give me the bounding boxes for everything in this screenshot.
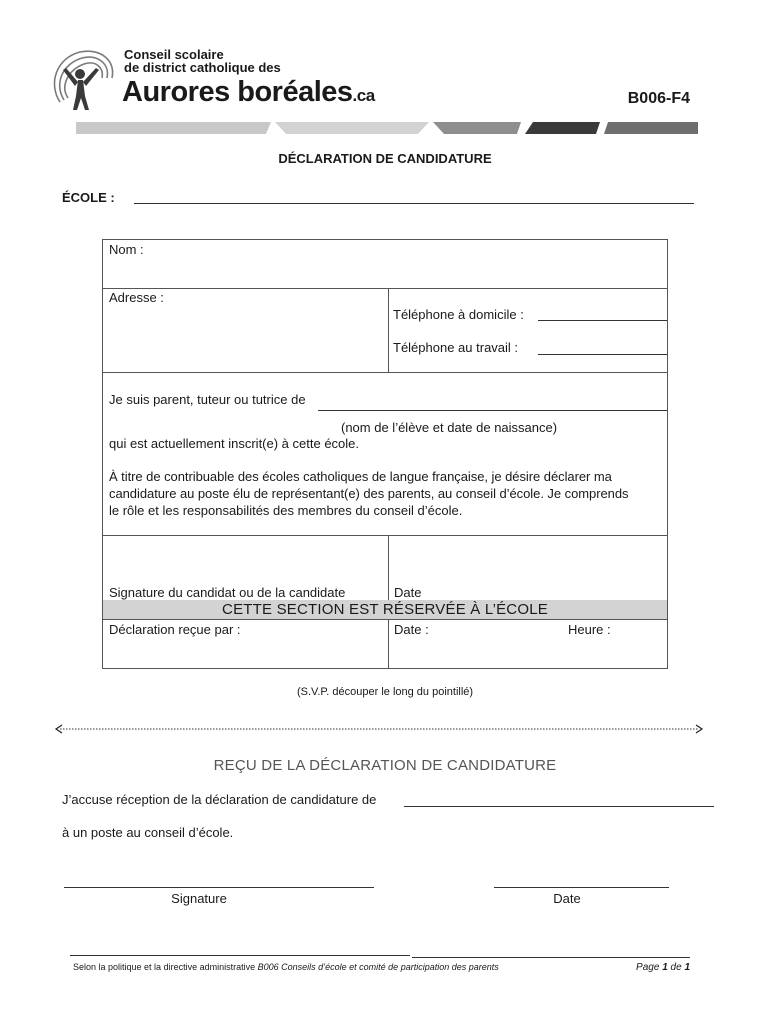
receipt-date-label: Date xyxy=(553,891,581,906)
footer-policy xyxy=(73,962,499,972)
candidate-signature-field[interactable] xyxy=(103,536,387,584)
receipt-signature-label: Signature xyxy=(171,891,227,906)
enrolled-text: qui est actuellement inscrit(e) à cette école. xyxy=(109,436,360,451)
name-label: Nom : xyxy=(109,242,144,257)
header-stripe-divider xyxy=(76,121,698,133)
address-field[interactable] xyxy=(103,306,387,370)
cut-instruction: (S.V.P. découper le long du pointillé) xyxy=(296,686,474,698)
form-row-divider xyxy=(102,372,668,373)
received-by-field[interactable] xyxy=(103,638,387,668)
footer-rule-right xyxy=(412,957,690,958)
organization-name xyxy=(122,76,375,112)
school-input-line[interactable] xyxy=(134,203,694,204)
parent-of-label: Je suis parent, tuteur ou tutrice de xyxy=(109,392,306,407)
footer-rule-left xyxy=(70,955,410,956)
organization-name-line2: de district catholique des xyxy=(124,60,281,75)
organization-name-main: Aurores boréales xyxy=(122,76,353,108)
document-code: B006-F4 xyxy=(627,90,690,107)
receipt-date-field[interactable] xyxy=(494,887,669,888)
form-column-divider xyxy=(388,288,389,372)
declaration-line-3: le rôle et les responsabilités des membres du conseil d’école. xyxy=(109,503,463,518)
page-prefix: Page xyxy=(636,962,663,973)
page-current: 1 xyxy=(662,962,668,973)
candidate-date-field[interactable] xyxy=(389,536,667,584)
organization-logo-icon xyxy=(42,44,122,116)
form-row-divider xyxy=(102,619,668,620)
declaration-line-2: candidature au poste élu de représentant(e) des parents, au conseil d’école. Je comprends xyxy=(109,486,629,501)
work-phone-label: Téléphone au travail : xyxy=(393,340,519,355)
student-hint: (nom de l’élève et date de naissance) xyxy=(341,420,558,435)
received-by-label: Déclaration reçue par : xyxy=(109,622,241,637)
school-label: ÉCOLE : xyxy=(62,190,115,205)
work-phone-field[interactable] xyxy=(538,354,667,355)
cut-line-arrows-icon xyxy=(54,722,704,736)
footer-policy-reference: B006 Conseils d’école et comité de participation des parents xyxy=(257,962,499,972)
address-label: Adresse : xyxy=(109,290,164,305)
page-total: 1 xyxy=(684,962,690,973)
home-phone-field[interactable] xyxy=(538,320,667,321)
organization-name-line1: Conseil scolaire xyxy=(124,47,224,62)
form-title: DÉCLARATION DE CANDIDATURE xyxy=(278,151,492,166)
page-separator: de xyxy=(667,962,685,973)
student-name-field[interactable] xyxy=(318,410,667,411)
footer-page-number xyxy=(612,962,690,973)
declaration-line-1: À titre de contribuable des écoles catholiques de langue française, je désire déclarer ma xyxy=(109,469,612,484)
received-date-label: Date : xyxy=(394,622,429,637)
receipt-ack-text: J’accuse réception de la déclaration de candidature de xyxy=(62,792,377,807)
received-date-time-field[interactable] xyxy=(389,638,667,668)
organization-domain-suffix: .ca xyxy=(352,86,375,105)
receipt-signature-field[interactable] xyxy=(64,887,374,888)
receipt-title: REÇU DE LA DÉCLARATION DE CANDIDATURE xyxy=(213,757,557,774)
school-section-heading: CETTE SECTION EST RÉSERVÉE À L’ÉCOLE xyxy=(222,601,548,618)
date-label: Date xyxy=(394,585,422,600)
signature-label: Signature du candidat ou de la candidate xyxy=(109,585,346,600)
form-row-divider xyxy=(102,288,668,289)
receipt-position-text: à un poste au conseil d’école. xyxy=(62,825,234,840)
receipt-candidate-field[interactable] xyxy=(404,806,714,807)
name-field[interactable] xyxy=(103,258,667,287)
home-phone-label: Téléphone à domicile : xyxy=(393,307,524,322)
received-time-label: Heure : xyxy=(568,622,611,637)
footer-policy-prefix: Selon la politique et la directive administrative xyxy=(73,962,258,972)
